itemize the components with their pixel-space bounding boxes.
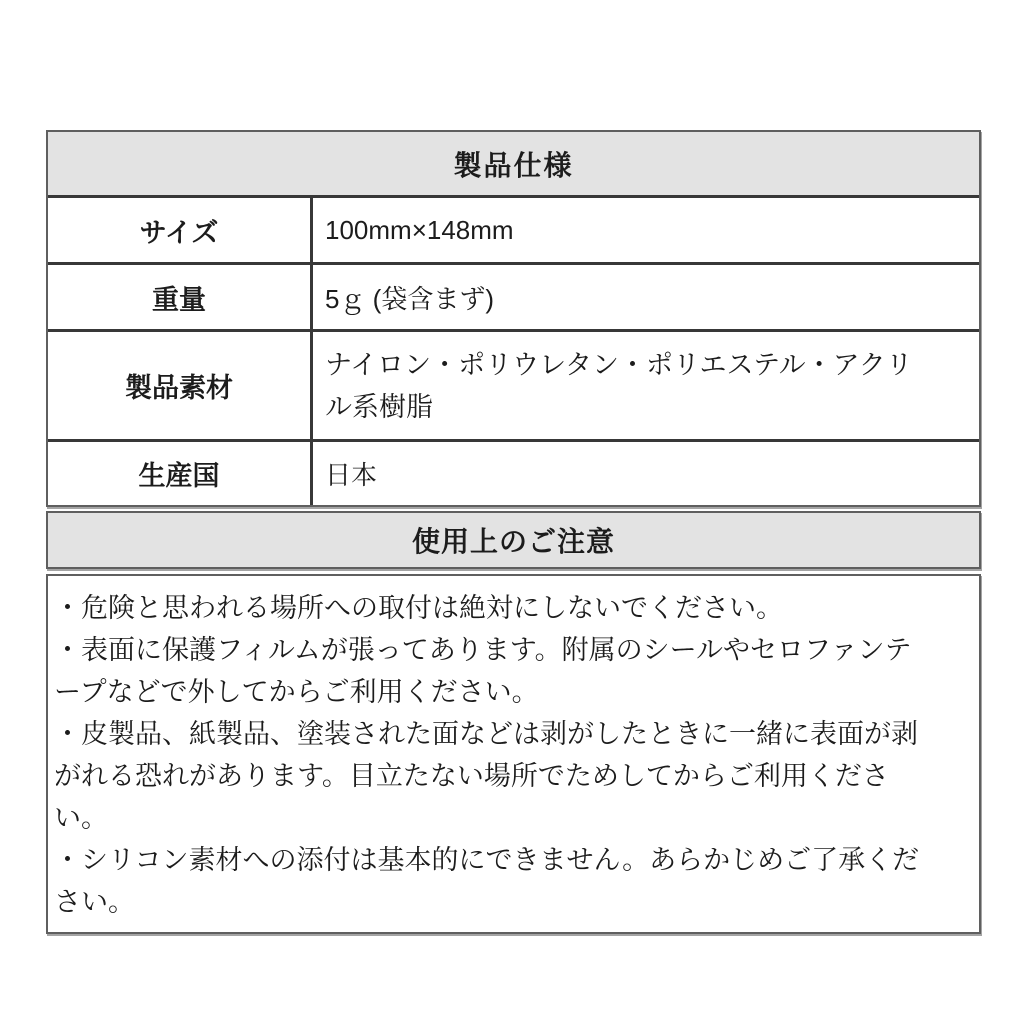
note-line: がれる恐れがあります。目立たない場所でためしてからご利用くださ <box>54 761 889 791</box>
note-line: ・シリコン素材への添付は基本的にできません。あらかじめご了承くだ <box>54 845 920 875</box>
row-label-weight: 重量 <box>48 265 313 329</box>
note-line: さい。 <box>54 887 135 917</box>
note-line: ・表面に保護フィルムが張ってあります。附属のシールやセロファンテ <box>54 635 912 665</box>
note-line: い。 <box>54 803 108 833</box>
row-value-country: 日本 <box>325 460 378 490</box>
row-value-size: 100mm×148mm <box>325 214 514 245</box>
row-value-material <box>313 332 979 439</box>
note-item <box>54 587 975 629</box>
notice-title: 使用上のご注意 <box>411 526 615 557</box>
table-row-size <box>48 195 979 262</box>
row-label-size: サイズ <box>48 198 313 262</box>
spec-table <box>46 130 981 507</box>
row-value-weight: 5ｇ (袋含まず) <box>325 283 495 314</box>
note-item <box>54 839 975 923</box>
note-line: ・皮製品、紙製品、塗装された面などは剥がしたときに一緒に表面が剥 <box>54 719 918 749</box>
row-label-material: 製品素材 <box>48 332 313 439</box>
note-item <box>54 713 975 839</box>
material-line-2: ル系樹脂 <box>325 391 433 422</box>
note-item <box>54 629 975 713</box>
spec-table-header <box>48 132 979 195</box>
note-line: ープなどで外してからご利用ください。 <box>54 677 539 707</box>
notice-box <box>46 574 981 934</box>
table-row-material <box>48 329 979 439</box>
row-label-country: 生産国 <box>48 442 313 505</box>
notice-header <box>46 511 981 569</box>
table-row-country <box>48 439 979 505</box>
note-line: ・危険と思われる場所への取付は絶対にしないでください。 <box>54 593 783 623</box>
material-line-1: ナイロン・ポリウレタン・ポリエステル・アクリ <box>325 349 913 380</box>
table-row-weight <box>48 262 979 329</box>
product-info-section <box>46 130 981 934</box>
spec-table-title: 製品仕様 <box>453 149 574 181</box>
